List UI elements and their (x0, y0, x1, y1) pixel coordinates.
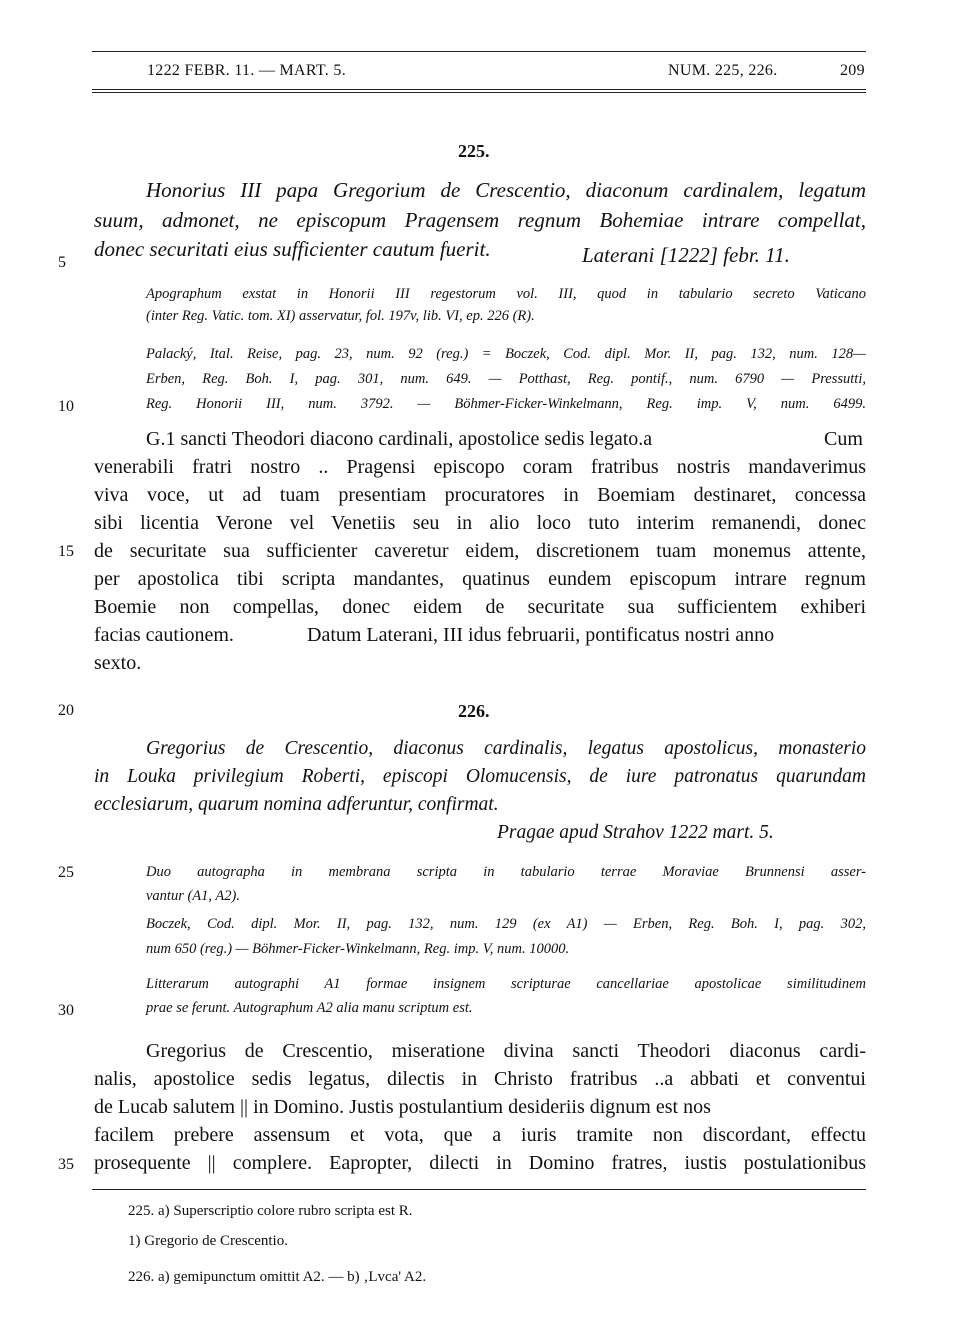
line-number: 5 (58, 254, 66, 271)
literature-225-line-1: Palacký, Ital. Reise, pag. 23, num. 92 (reg.) = Boczek, Cod. dipl. Mor. II, pag. 132, num. 128— (146, 346, 866, 362)
summary-225-line-2: suum, admonet, ne episcopum Pragensem regnum Bohemiae intrare compellat, (94, 208, 866, 232)
text-226-line: facilem prebere assensum et vota, que a iuris tramite non discordant, effectu (94, 1124, 866, 1146)
text-225-line: venerabili fratri nostro .. Pragensi episcopo coram fratribus nostris mandaverimus (94, 456, 866, 478)
text-225-line: per apostolica tibi scripta mandantes, quatinus eundem episcopum intrare regnum (94, 568, 866, 590)
text-225-line: de securitate sua sufficienter caveretur eidem, discretionem tuam monemus attente, (94, 540, 866, 562)
text-226-line: de Lucab salutem || in Domino. Justis postulantium desideriis dignum est nos (94, 1096, 711, 1118)
summary-226-line-2: in Louka privilegium Roberti, episcopi Olomucensis, de iure patronatus quarundam (94, 766, 866, 787)
text-225-line: sibi licentia Verone vel Venetiis seu in alio loco tuto interim remanendi, donec (94, 512, 866, 534)
line-number: 35 (58, 1156, 74, 1173)
remark-226-line-1: Litterarum autographi A1 formae insignem scripturae cancellariae apostolicae similitudinem (146, 976, 866, 992)
remark-226-line-2: prae se ferunt. Autographum A2 alia manu scriptum est. (146, 1000, 473, 1016)
text-225-last-line: sexto. (94, 652, 142, 674)
literature-225-line-2: Erben, Reg. Boh. I, pag. 301, num. 649. — Potthast, Reg. pontif., num. 6790 — Pressutti, (146, 371, 866, 387)
place-date-225: Laterani [1222] febr. 11. (582, 243, 790, 267)
text-225-line-1-left: G.1 sancti Theodori diacono cardinali, apostolice sedis legato.a (146, 428, 653, 450)
summary-226-line-3: ecclesiarum, quarum nomina adferuntur, confirmat. (94, 794, 499, 815)
header-date-range: 1222 FEBR. 11. — MART. 5. (147, 62, 346, 79)
footnote-225-a: 225. a) Superscriptio colore rubro scripta est R. (128, 1203, 413, 1219)
header-bottom-rule (92, 89, 866, 90)
text-225-line: Boemie non compellas, donec eidem de securitate sua sufficientem exhiberi (94, 596, 866, 618)
line-number: 30 (58, 1002, 74, 1019)
source-226-line-1: Duo autographa in membrana scripta in tabulario terrae Moraviae Brunnensi asser- (146, 864, 866, 880)
text-225-penultimate-right: Datum Laterani, III idus februarii, pontificatus nostri anno (307, 624, 775, 646)
place-date-226: Pragae apud Strahov 1222 mart. 5. (497, 822, 774, 843)
text-225-line-1-right: Cum (824, 428, 863, 450)
literature-226-line-2: num 650 (reg.) — Böhmer-Ficker-Winkelmann, Reg. imp. V, num. 10000. (146, 941, 570, 957)
footnote-226-ab: 226. a) gemipunctum omittit A2. — b) ‚Lvca' A2. (128, 1269, 427, 1285)
summary-226-line-1: Gregorius de Crescentio, diaconus cardinalis, legatus apostolicus, monasterio (146, 738, 866, 759)
summary-225-line-3: donec securitati eius sufficienter cautum fuerit. (94, 237, 491, 261)
source-225-line-1: Apographum exstat in Honorii III regestorum vol. III, quod in tabulario secreto Vaticano (146, 286, 866, 302)
literature-226-line-1: Boczek, Cod. dipl. Mor. II, pag. 132, num. 129 (ex A1) — Erben, Reg. Boh. I, pag. 302, (146, 916, 866, 932)
footnote-1: 1) Gregorio de Crescentio. (128, 1233, 288, 1249)
summary-225-line-1: Honorius III papa Gregorium de Crescentio, diaconum cardinalem, legatum (146, 178, 866, 202)
footnote-separator (92, 1189, 866, 1190)
line-number: 20 (58, 702, 74, 719)
text-226-line: Gregorius de Crescentio, miseratione divina sancti Theodori diaconus cardi- (146, 1040, 866, 1062)
literature-225-line-3: Reg. Honorii III, num. 3792. — Böhmer-Ficker-Winkelmann, Reg. imp. V, num. 6499. (146, 396, 866, 412)
text-226-line: nalis, apostolice sedis legatus, dilectis in Christo fratribus ..a abbati et conventui (94, 1068, 866, 1090)
text-226-line: prosequente || complere. Eapropter, dilecti in Domino fratres, iustis postulationibus (94, 1152, 866, 1174)
header-numbers: NUM. 225, 226. (668, 62, 778, 79)
document-number-226: 226. (458, 701, 490, 721)
header-top-rule (92, 51, 866, 52)
source-225-line-2: (inter Reg. Vatic. tom. XI) asservatur, fol. 197v, lib. VI, ep. 226 (R). (146, 308, 535, 324)
source-226-line-2: vantur (A1, A2). (146, 888, 240, 904)
line-number: 25 (58, 864, 74, 881)
header-page-number: 209 (840, 62, 865, 79)
text-225-penultimate-left: facias cautionem. (94, 624, 234, 646)
document-number-225: 225. (458, 141, 490, 161)
text-225-line: viva voce, ut ad tuam presentiam procuratores in Boemiam destinaret, concessa (94, 484, 866, 506)
header-bottom-rule-2 (92, 92, 866, 93)
line-number: 10 (58, 398, 74, 415)
line-number: 15 (58, 543, 74, 560)
